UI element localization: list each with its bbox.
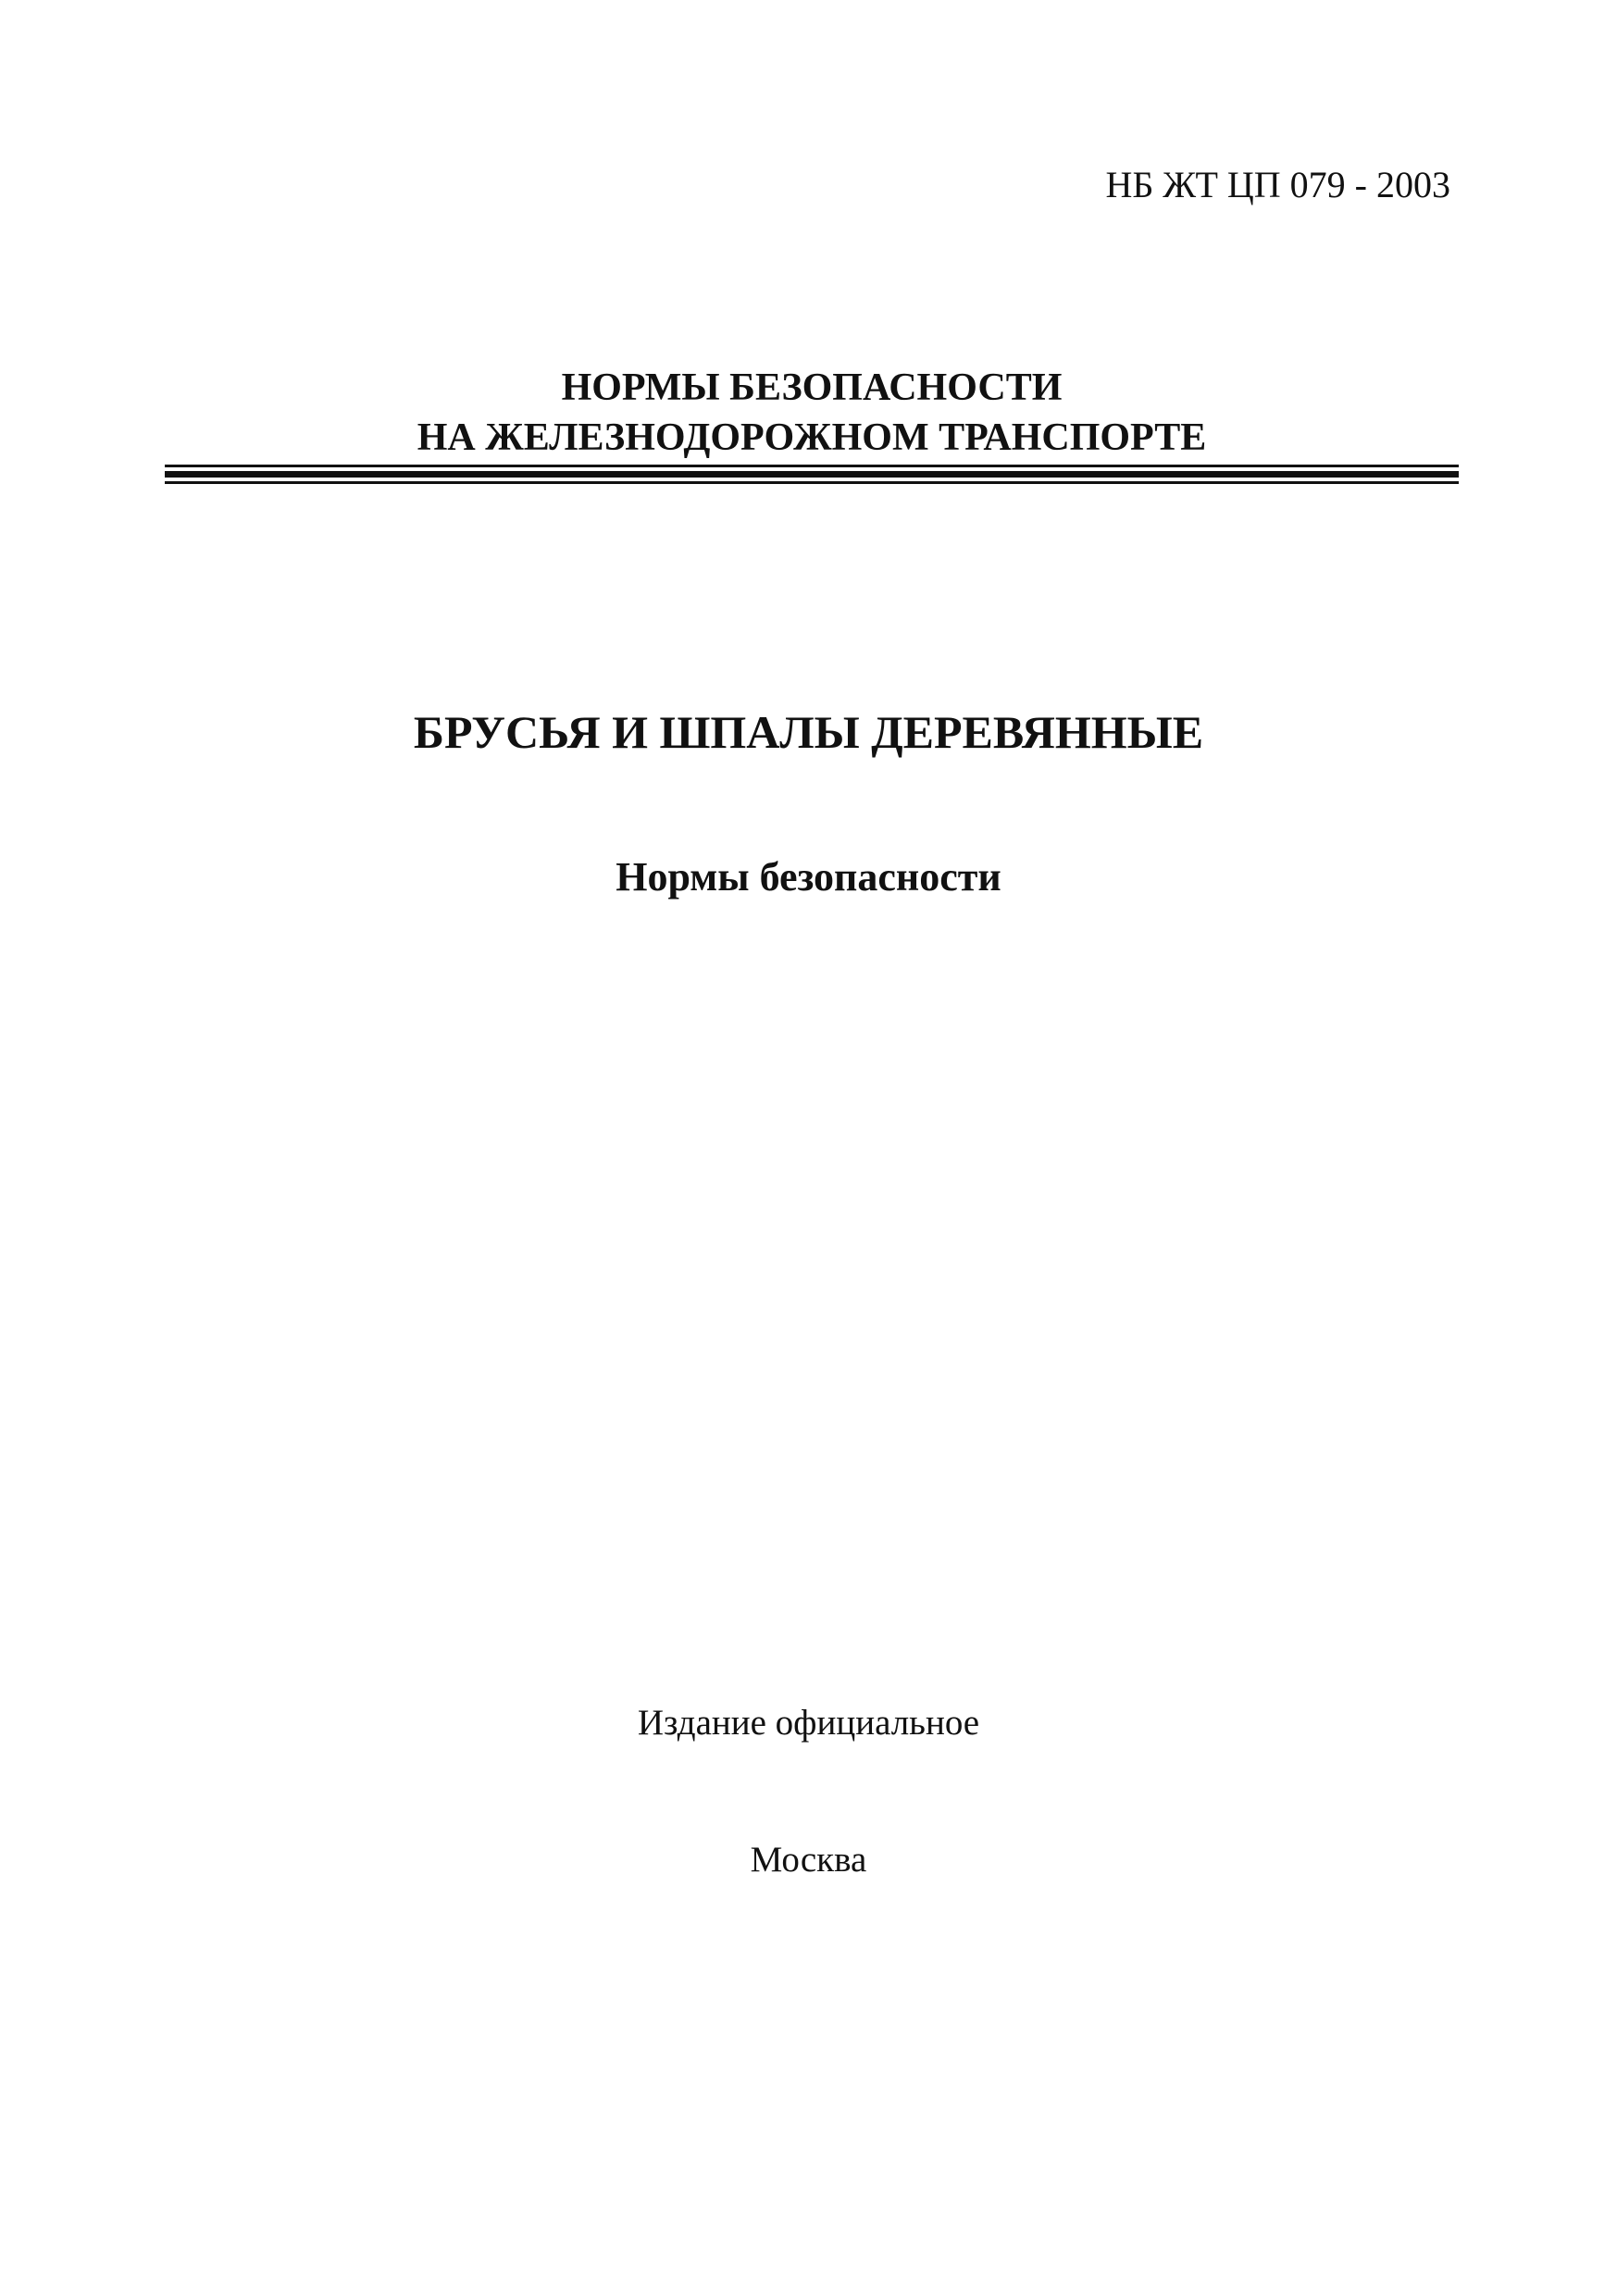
page-subtitle: Нормы безопасности: [616, 854, 1001, 900]
divider-thick-line: [165, 471, 1459, 478]
publication-city: Москва: [750, 1840, 867, 1880]
series-title-line-2: НА ЖЕЛЕЗНОДОРОЖНОМ ТРАНСПОРТЕ: [417, 416, 1207, 459]
page-title: БРУСЬЯ И ШПАЛЫ ДЕРЕВЯННЫЕ: [413, 706, 1204, 758]
divider-thin-line-top: [165, 465, 1459, 467]
series-title: [165, 363, 1459, 463]
series-title-line-1: НОРМЫ БЕЗОПАСНОСТИ: [561, 366, 1063, 409]
edition-note: Издание официальное: [637, 1703, 980, 1743]
header-divider: [165, 465, 1459, 484]
document-code: НБ ЖТ ЦП 079 - 2003: [1105, 164, 1450, 205]
divider-thin-line-bottom: [165, 481, 1459, 484]
